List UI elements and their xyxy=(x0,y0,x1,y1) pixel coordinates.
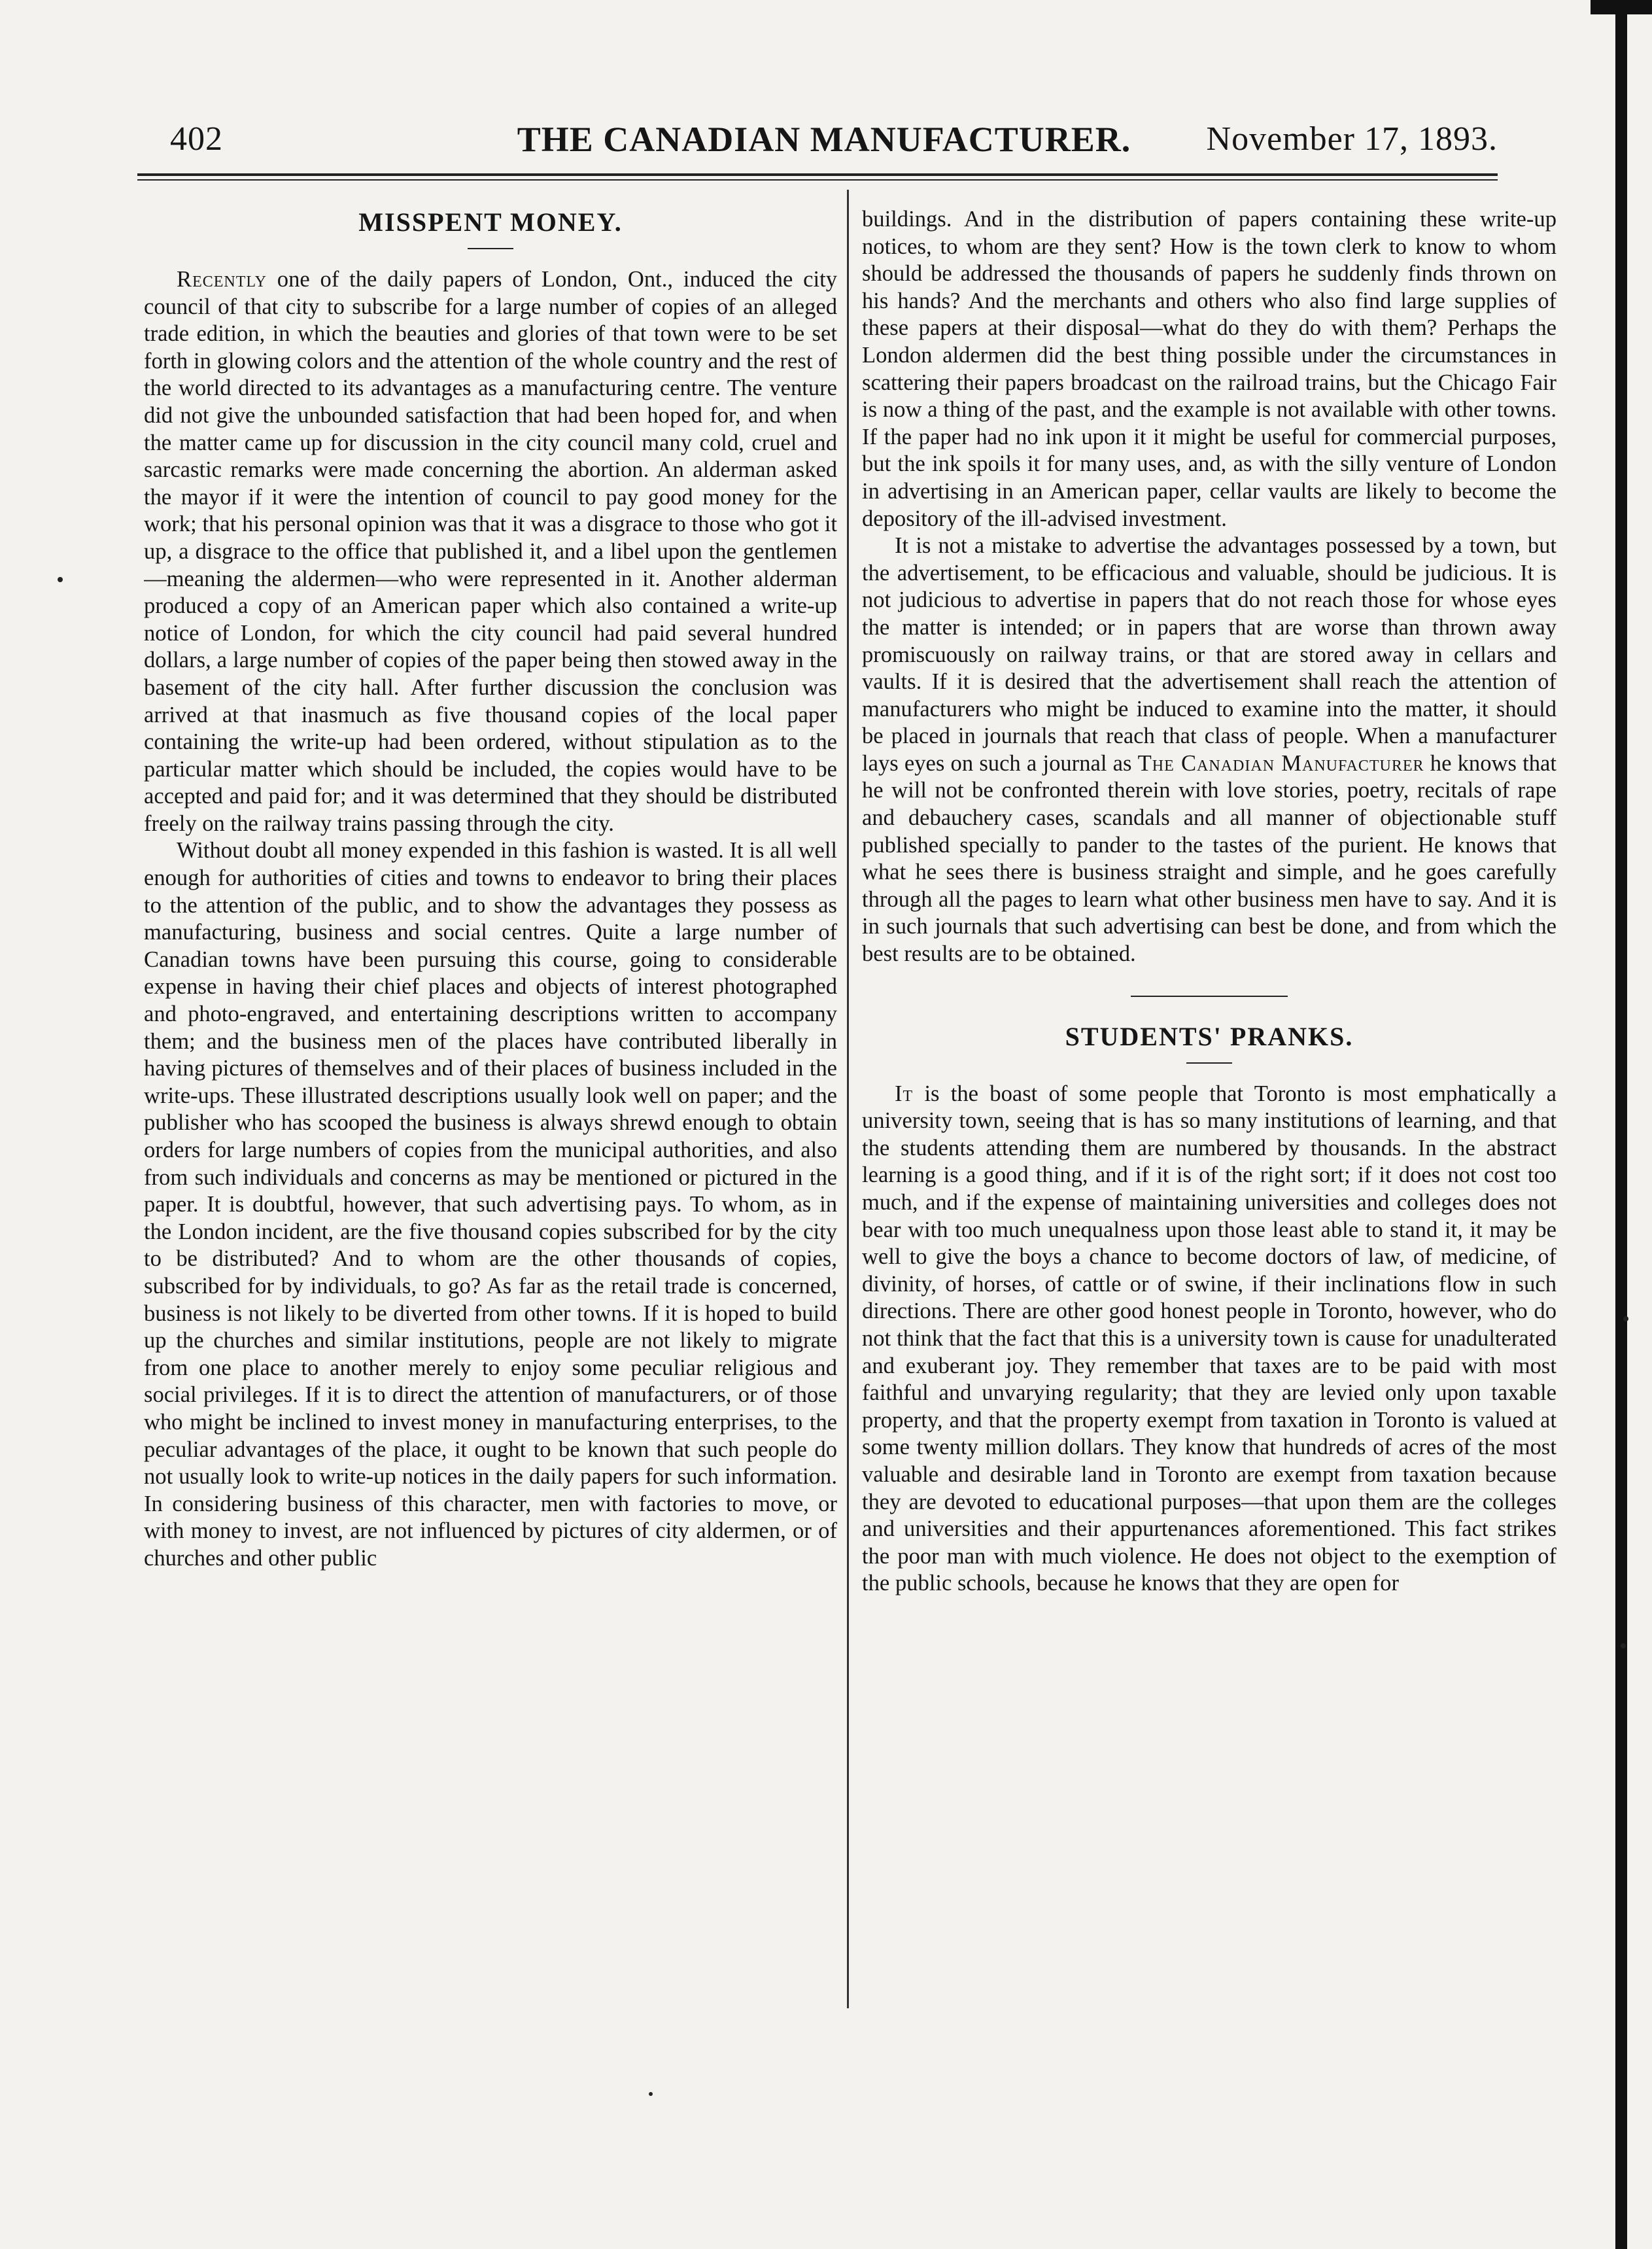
paragraph-text: he knows that he will not be confronted therein with love stories, poetry, recitals of rape and debauchery cases, scandals and all manner of objectionable stuff published specially to pander to the tastes of the purient. He knows that what he sees there is business straight and simple, and he goes carefully through all the pages to learn what other business men have to say. And it is in such journals that such advertising can best be done, and from which the best results are to be obtained. xyxy=(862,750,1557,967)
article-paragraph-continued: buildings. And in the distribution of papers containing these write-up notices, to whom are they sent? How is the town clerk to know to whom should be addressed the thousands of papers he suddenly finds thrown on his hands? And the merchants and others who also find large supplies of these papers at their disposal—what do they do with them? Perhaps the London aldermen did the best thing possible under the circumstances in scattering their papers broadcast on the railroad trains, but the Chicago Fair is now a thing of the past, and the example is not available with other towns. If the paper had no ink upon it it might be useful for commercial purposes, but the ink spoils it for many uses, and, as with the silly venture of London in advertising in an American paper, cellar vaults are likely to become the depository of the ill-advised investment. xyxy=(862,207,1557,531)
article-paragraph: Without doubt all money expended in this fashion is wasted. It is all well enough for authorities of cities and towns to endeavor to bring their places to the attention of the public, and to show the advantages they possess as manufacturing, business and social centres. Quite a large number of Canadian towns have been pursuing this course, going to considerable expense in having their chief places and objects of interest photographed and photo-engraved, and entertaining descriptions written to accompany them; and the business men of the places have contributed liberally in having pictures of themselves and of their places of business included in the write-ups. These illustrated descriptions usually look well on paper; and the publisher who has scooped the business is always shrewd enough to obtain orders for large numbers of copies from the municipal authorities, and also from such individuals and concerns as may be mentioned or pictured in the paper. It is doubtful, however, that such advertising pays. To whom, as in the London incident, are the five thousand copies subscribed for by the city to be distributed? And to whom are the other thousands of copies, subscribed for by individuals, to go? As far as the retail trade is concerned, business is not likely to be diverted from other towns. If it is hoped to build up the churches and similar institutions, people are not likely to migrate from one place to another merely to enjoy some peculiar religious and social privileges. If it is to direct the attention of manufacturers, or of those who might be inclined to invest money in manufacturing enterprises, to the peculiar advantages of the place, it ought to be known that such people do not usually look to write-up notices in the daily papers for such information. In considering business of this character, men with factories to move, or with money to invest, are not influenced by pictures of city aldermen, or of churches and other public xyxy=(144,838,837,1571)
section-rule xyxy=(1131,996,1288,997)
page-number: 402 xyxy=(170,120,223,158)
page-edge-cap xyxy=(1591,0,1652,14)
column-divider xyxy=(847,190,849,2008)
title-rule xyxy=(468,248,513,249)
left-column xyxy=(144,206,837,2012)
right-column xyxy=(862,206,1557,2012)
journal-name: The Canadian Manufacturer xyxy=(1137,750,1424,776)
journal-title: THE CANADIAN MANUFACTURER. xyxy=(517,120,1131,159)
edge-mark xyxy=(58,577,63,582)
article-title-missspent-money: MISSPENT MONEY. xyxy=(358,207,623,237)
article-title-students-pranks: STUDENTS' PRANKS. xyxy=(1065,1021,1354,1051)
edge-mark xyxy=(649,2092,653,2096)
issue-date: November 17, 1893. xyxy=(1206,120,1498,158)
edge-mark xyxy=(1623,1316,1628,1321)
paragraph-text: is the boast of some people that Toronto is most emphatically a university town, seeing that is has so many institutions of learning, and that the students attending them are numbered by thousands. In the abstract learning is a good thing, and if it is of the right sort; if it does not cost too much, and if the expense of maintaining universities and colleges does not bear with too much unequalness upon those least able to stand it, it may be well to give the boys a chance to become doctors of law, of medicine, of divinity, of horses, of cattle or of swine, if their inclinations flow in such directions. There are other good honest people in Toronto, however, who do not think that the fact that this is a university town is cause for unadulterated and exuberant joy. They remember that taxes are to be paid with most faithful and unvarying regularity; that they are levied only upon taxable property, and that the property exempt from taxation in Toronto is valued at some twenty million dollars. They know that hundreds of acres of the most valuable and desirable land in Toronto are exempt from taxation because they are devoted to educational purposes—that upon them are the colleges and universities and their appurtenances aforementioned. This fact strikes the poor man with much violence. He does not object to the exemption of the public schools, because he knows that they are open for xyxy=(862,1081,1557,1596)
header-rule xyxy=(137,173,1498,176)
article-paragraph xyxy=(862,1081,1557,1597)
title-rule xyxy=(1186,1062,1232,1064)
lead-word: It xyxy=(895,1081,914,1106)
lead-word: Recently xyxy=(177,267,267,292)
page-header xyxy=(150,116,1498,162)
edge-mark xyxy=(1621,1643,1626,1648)
header-rule-thin xyxy=(137,179,1498,181)
paragraph-text: one of the daily papers of London, Ont., induced the city council of that city to subscribe for a large number of copies of an alleged trade edition, in which the beauties and glories of that town were to be set forth in glowing colors and the attention of the whole country and the rest of the world directed to its advantages as a manufacturing centre. The venture did not give the unbounded satisfaction that had been hoped for, and when the matter came up for discussion in the city council many cold, cruel and sarcastic remarks were made concerning the abortion. An alderman asked the mayor if it were the intention of council to pay good money for the work; that his personal opinion was that it was a disgrace to those who got it up, a disgrace to the office that published it, and a libel upon the gentlemen—meaning the aldermen—who were represented in it. Another alderman produced a copy of an American paper which also contained a write-up notice of London, for which the city council had paid several hundred dollars, a large number of copies of the paper being then stowed away in the basement of the city hall. After further discussion the conclusion was arrived at that inasmuch as five thousand copies of the local paper containing the write-up had been ordered, without stipulation as to the particular matter which should be included, the copies would have to be accepted and paid for; and it was determined that they should be distributed freely on the railway trains passing through the city. xyxy=(144,267,837,836)
page-edge-shadow xyxy=(1615,0,1627,2249)
paragraph-text: It is not a mistake to advertise the advantages possessed by a town, but the advertisement, to be efficacious and valuable, should be judicious. It is not judicious to advertise in papers that do not reach those for whose eyes the matter is intended; or in papers that are worse than thrown away promiscuously on railway trains, or that are stored away in cellars and vaults. If it is desired that the advertisement shall reach the attention of manufacturers who might be induced to examine into the matter, it should be placed in journals that reach that class of people. When a manufacturer lays eyes on such a journal as xyxy=(862,533,1557,776)
article-paragraph xyxy=(144,266,837,837)
article-paragraph xyxy=(862,532,1557,968)
